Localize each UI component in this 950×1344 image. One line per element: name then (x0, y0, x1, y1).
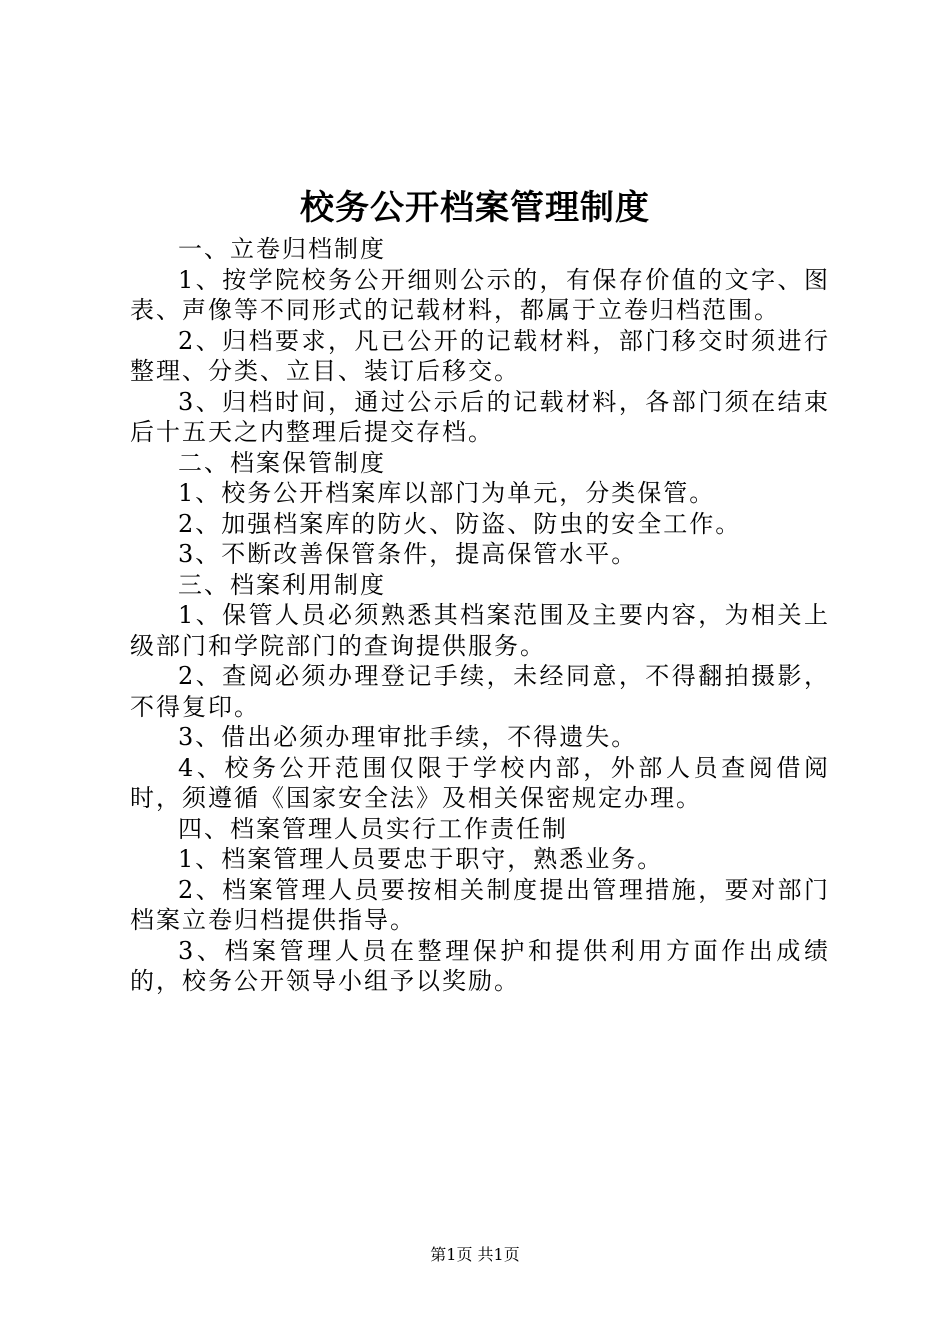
document-title: 校务公开档案管理制度 (300, 188, 650, 228)
paragraph: 3、归档时间，通过公示后的记载材料，各部门须在结束后十五天之内整理后提交存档。 (130, 387, 830, 446)
section-heading: 二、档案保管制度 (178, 448, 386, 477)
page-footer: 第1页 共1页 (430, 1245, 520, 1264)
paragraph: 2、档案管理人员要按相关制度提出管理措施，要对部门档案立卷归档提供指导。 (130, 875, 830, 934)
paragraph: 3、借出必须办理审批手续，不得遗失。 (178, 723, 638, 751)
paragraph: 1、保管人员必须熟悉其档案范围及主要内容，为相关上级部门和学院部门的查询提供服务。 (130, 601, 830, 660)
section-heading: 三、档案利用制度 (178, 570, 386, 599)
paragraph: 1、校务公开档案库以部门为单元，分类保管。 (178, 479, 716, 507)
section-heading: 一、立卷归档制度 (178, 235, 386, 263)
paragraph: 1、档案管理人员要忠于职守，熟悉业务。 (178, 845, 664, 873)
paragraph: 2、归档要求，凡已公开的记载材料，部门移交时须进行整理、分类、立目、装订后移交。 (130, 326, 830, 385)
paragraph: 4、校务公开范围仅限于学校内部，外部人员查阅借阅时，须遵循《国家安全法》及相关保密规定办理。 (130, 753, 830, 812)
paragraph: 2、加强档案库的防火、防盗、防虫的安全工作。 (178, 509, 742, 538)
document-body (130, 234, 830, 997)
paragraph: 2、查阅必须办理登记手续，未经同意，不得翻拍摄影，不得复印。 (130, 662, 830, 721)
paragraph: 3、档案管理人员在整理保护和提供利用方面作出成绩的，校务公开领导小组予以奖励。 (130, 936, 830, 995)
paragraph: 1、按学院校务公开细则公示的，有保存价值的文字、图表、声像等不同形式的记载材料，都属于立卷归档范围。 (130, 265, 830, 324)
paragraph: 3、不断改善保管条件，提高保管水平。 (178, 540, 638, 568)
section-heading: 四、档案管理人员实行工作责任制 (178, 814, 568, 843)
